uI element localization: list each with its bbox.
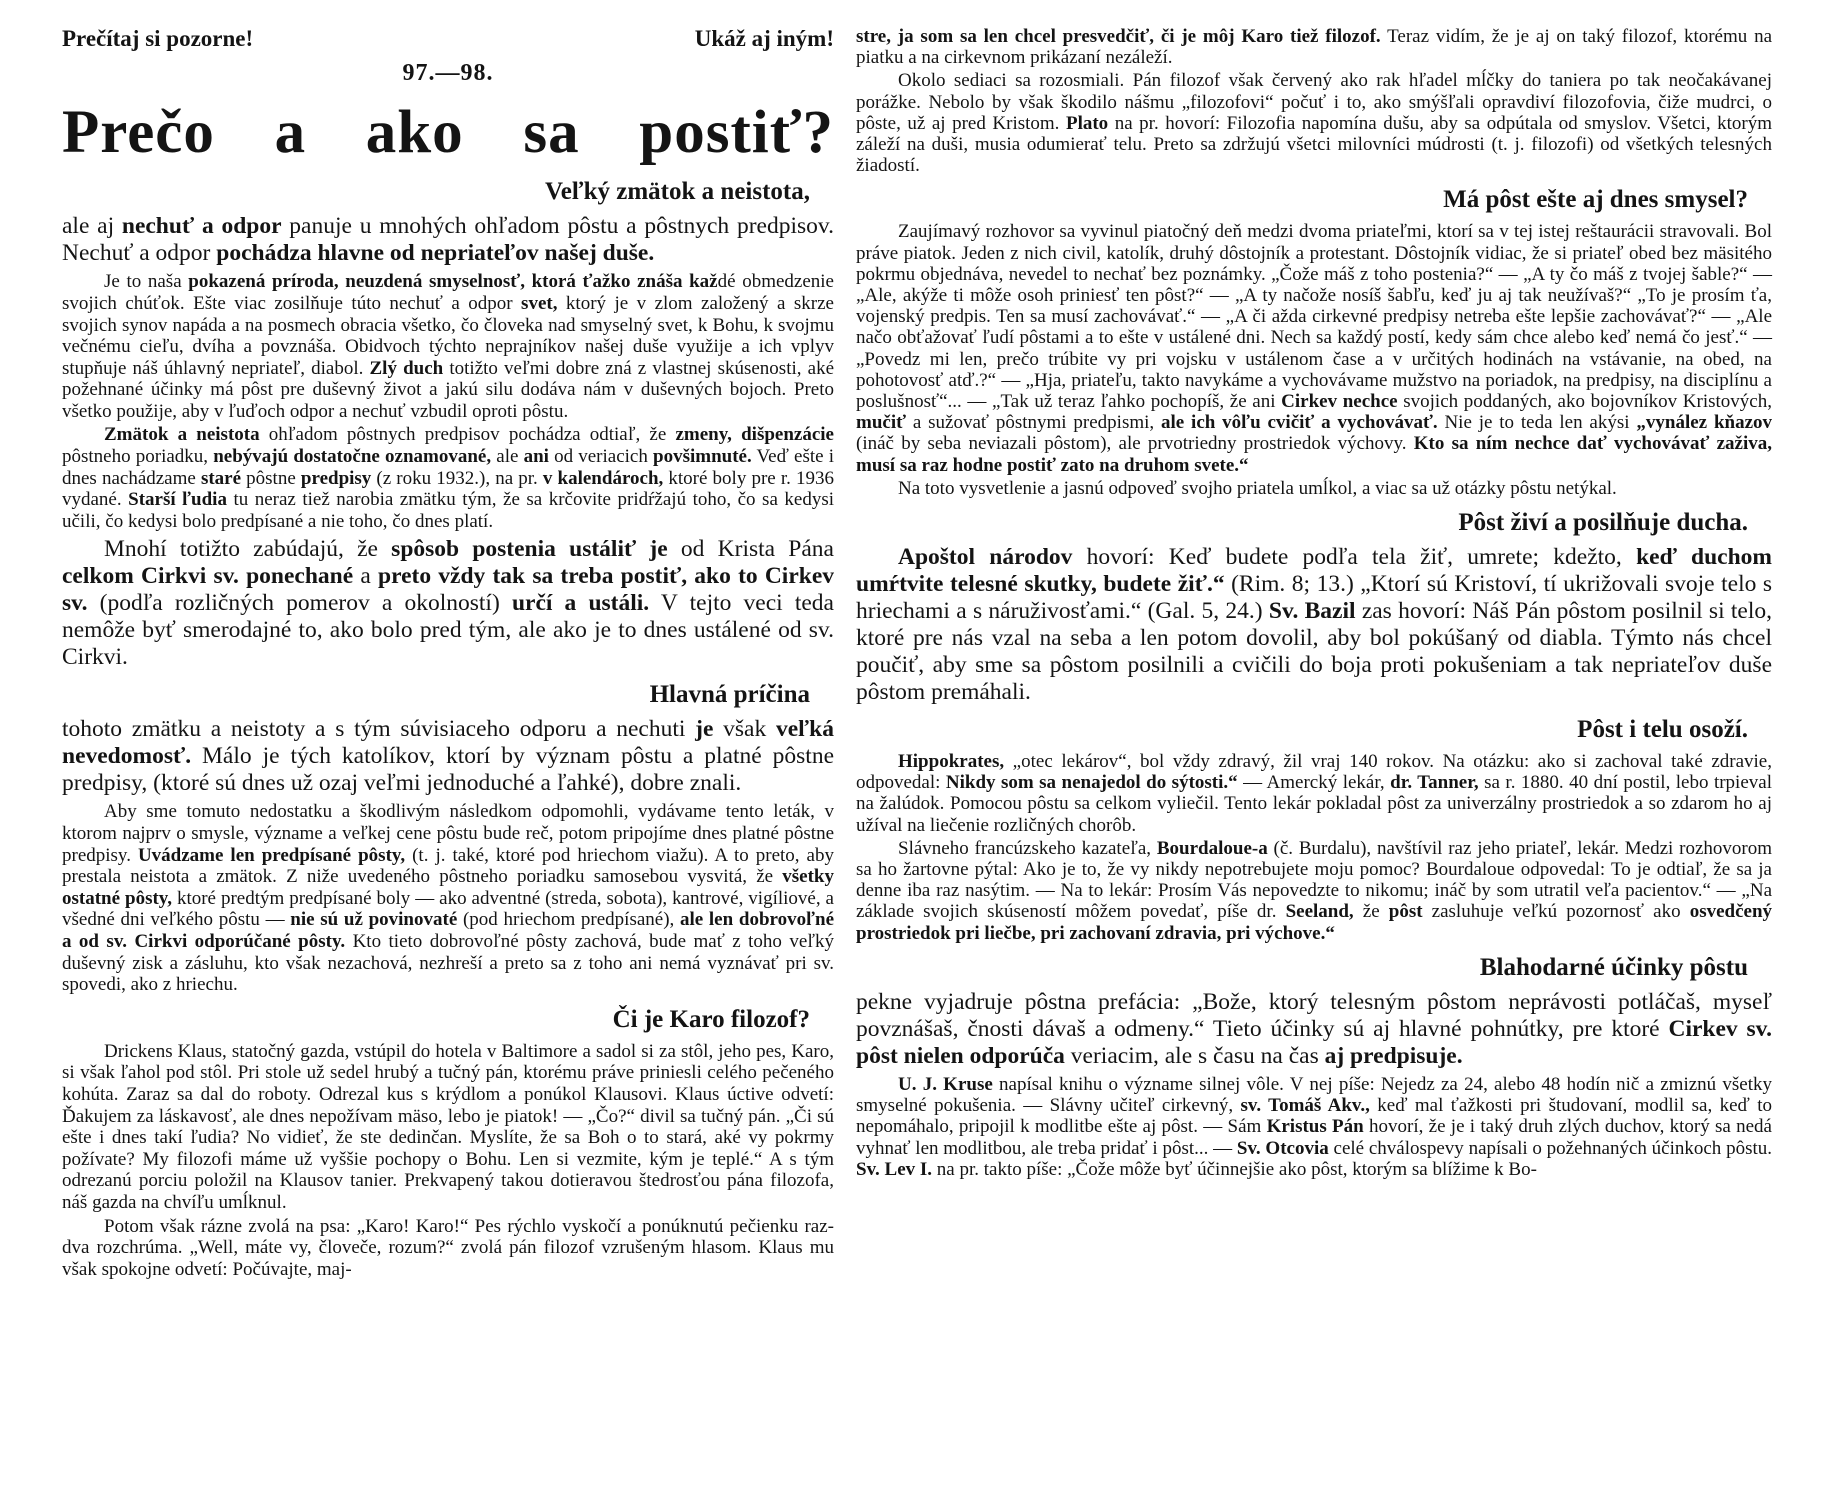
page-title: Prečo a ako sa postiť? (62, 99, 834, 166)
section-heading: Veľký zmätok a neistota, (545, 178, 810, 206)
paragraph: Zmätok a neistota ohľadom pôstnych predpisov pochádza odtiaľ, že zmeny, dišpenzácie pôstneho poriadku, nebývajú dostatočne oznamované, ale ani od veriacich povšimnuté. Veď ešte i dnes nachádzame staré pôstne predpisy (z roku 1932.), na pr. v kalendároch, ktoré boly pre r. 1936 vydané. Starší ľudia tu neraz tiež narobia zmätku tým, že sa krčovite pridŕžajú toho, čo sa kedysi učili, čo kedysi bolo predpísané a nie toho, čo dnes platí. (62, 424, 834, 532)
paragraph: Hippokrates, „otec lekárov“, bol vždy zdravý, žil vraj 140 rokov. Na otázku: ako si zachoval také zdravie, odpovedal: Nikdy som sa nenajedol do sýtosti.“ — Amercký lekár, dr. Tanner, sa r. 1880. 40 dní postil, lebo trpieval na žalúdok. Pomocou pôstu sa celkom vyliečil. Tento lekár pokladal pôst za univerzálny prostriedok a so zdarom ho aj užíval na liečenie rozličných chorôb. (856, 751, 1772, 836)
section-heading: Pôst i telu osoží. (1577, 716, 1748, 744)
paragraph: Aby sme tomuto nedostatku a škodlivým následkom odpomohli, vydávame tento leták, v ktorom najprv o smysle, význame a veľkej cene pôstu bude reč, potom pripojíme dnes platné pôstne predpisy. Uvádzame len predpísané pôsty, (t. j. také, ktoré pod hriechom viažu). A to preto, aby prestala neistota a zmätok. Z niže uvedeného pôstneho poriadku samosebou vysvitá, že všetky ostatné pôsty, ktoré predtým predpísané boly — ako adventné (streda, sobota), kantrové, vigíliové, a všedné dni veľkého pôstu — nie sú už povinovaté (pod hriechom predpísané), ale len dobrovoľné a od sv. Cirkvi odporúčané pôsty. Kto tieto dobrovoľné pôsty zachová, bude mať z toho veľký duševný zisk a zásluhu, kto však nezachová, nezhreší a preto sa z toho ani nemá vyznávať pri sv. spovedi, ako z hriechu. (62, 801, 835, 996)
section-heading: Pôst živí a posilňuje ducha. (1458, 509, 1748, 537)
paragraph: stre, ja som sa len chcel presvedčiť, či je môj Karo tiež filozof. Teraz vidím, že je aj on taký filozof, ktorému na piatku a na cirkevnom prikázaní nezáleží. (856, 26, 1772, 69)
paragraph: ale aj nechuť a odpor panuje u mnohých ohľadom pôstu a pôstnych predpisov. Nechuť a odpor pochádza hlavne od nepriateľov našej duše. (62, 213, 834, 267)
right-column-blocks (856, 26, 1772, 1180)
section-heading: Hlavná príčina (649, 681, 810, 709)
masthead-note-right: Ukáž aj iným! (694, 26, 834, 51)
section-heading: Má pôst ešte aj dnes smysel? (1443, 186, 1748, 214)
paragraph: U. J. Kruse napísal knihu o význame silnej vôle. V nej píše: Nejedz za 24, alebo 48 hodín nič a zmiznú všetky smyselné pokušenia. — Slávny učiteľ cirkevný, sv. Tomáš Akv., keď mal ťažkosti pri študovaní, modlil sa, keď to nepomáhalo, pripojil k modlitbe ešte aj pôst. — Sám Kristus Pán hovorí, že je i taký druh zlých duchov, ktorý sa nedá vyhnať len modlitbou, ale treba pridať i pôst... — Sv. Otcovia celé chválospevy napísali o požehnaných účinkoch pôstu. Sv. Lev I. na pr. takto píše: „Čože môže byť účinnejšie ako pôst, ktorým sa blížime k Bo- (856, 1073, 1772, 1180)
left-column (62, 26, 834, 1282)
paragraph: Slávneho francúzskeho kazateľa, Bourdaloue-a (č. Burdalu), navštívil raz jeho priateľ, lekár. Medzi rozhovorom sa ho žartovne pýtal: Ako je to, že vy nikdy nepotrebujete moju pomoc? Bourdaloue odpovedal: To je odtiaľ, že sa ja denne iba raz nasýtim. — Na to lekár: Prosím Vás nepovedzte to nikomu; ináč by som utratil veľa pacientov.“ — „Na základe svojich skúseností môžem povedať, píše dr. Seeland, že pôst zasluhuje veľkú pozornosť ako osvedčený prostriedok pri liečbe, pri zachovaní zdravia, pri výchove.“ (856, 837, 1773, 944)
paragraph: tohoto zmätku a neistoty a s tým súvisiaceho odporu a nechuti je však veľká nevedomosť. Málo je tých katolíkov, ktorí by význam pôstu a platné pôstne predpisy, (ktoré sú dnes už ozaj veľmi jednoduché a ľahké), dobre znali. (62, 716, 834, 797)
paragraph: Okolo sediaci sa rozosmiali. Pán filozof však červený ako rak hľadel mĺčky do taniera po tak neočakávanej porážke. Nebolo by však škodilo nášmu „filozofovi“ počuť i to, ako smýšľali opravdiví filozofovia, čiže mudrci, o pôste, už aj pred Kristom. Plato na pr. hovorí: Filozofia napomína dušu, aby sa odpútala od smyslov. Všetci, ktorým záleží na duši, musia odumierať telu. Preto sa zdržujú všetci milovníci múdrosti (t. j. filozofi) od všetkých telesných žiadostí. (856, 70, 1773, 177)
paragraph: Je to naša pokazená príroda, neuzdená smyselnosť, ktorá ťažko znáša každé obmedzenie svojich chúťok. Ešte viac zosilňuje túto nechuť a odpor svet, ktorý je v zlom založený a skrze svojich synov napáda a na posmech obracia všetko, čo človeka nad smyselný svet, k Bohu, k svojmu večnému cieľu, dvíha a povznáša. Obidvoch týchto neprajníkov našej duše využije a ich vplyv stupňuje náš úhlavný nepriateľ, diabol. Zlý duch totižto veľmi dobre zná z vlastnej skúsenosti, aké požehnané účinky má pôst pre duševný život a jakú silu dodáva nám v duševných bojoch. Preto všetko použije, aby v ľuďoch odpor a nechuť vzbudil oproti pôstu. (62, 271, 835, 422)
masthead-note-left: Prečítaj si pozorne! (62, 26, 254, 51)
section-heading: Blahodarné účinky pôstu (1479, 953, 1748, 981)
paragraph: Apoštol národov hovorí: Keď budete podľa tela žiť, umrete; kdežto, keď duchom umŕtvite telesné skutky, budete žiť.“ (Rim. 8; 13.) „Ktorí sú Kristoví, tí ukrižovali svoje telo s hriechami a s náruživosťami.“ (Gal. 5, 24.) Sv. Bazil zas hovorí: Náš Pán pôstom posilnil si telo, ktoré pre nás vzal na seba a len potom dovolil, aby bol pokúšaný od diabla. Týmto nás chcel poučiť, aby sme sa pôstom posilnili a cvičili do boja proti pokušeniam a tak nepriateľov duše pôstom premáhali. (856, 544, 1773, 706)
paragraph: Zaujímavý rozhovor sa vyvinul piatočný deň medzi dvoma priateľmi, ktorí sa v tej istej reštaurácii stravovali. Bol práve piatok. Jeden z nich civil, katolík, druhý dôstojník a protestant. Dôstojník vidiac, že si priateľ obed bez mäsitého pokrmu objednáva, nevedel to nechať bez poznámky. „Čože máš z toho postenia?“ — „A ty čo máš z tvojej šable?“ — „Ale, akýže ti môže osoh priniesť ten pôst?“ — „A ty načože nosíš šabľu, keď ju aj tak neužívaš?“ „To je prosím ťa, vojenský predpis. Ten sa musí zachovávať.“ — „A či ažda cirkevné predpisy netreba ešte lepšie zachovávať?“ — „Ale načo obťažovať ľudí pôstami a to ešte v ustálené dni. Nech sa každý postí, kedy sám chce alebo keď nemá čo jesť.“ — „Povedz mi len, prečo trúbite vy pri vojsku v ustálenom čase a v určitých hodinách na vstávanie, na obed, na pohotovosť atď.?“ — „Hja, priateľu, takto navykáme a vychovávame mužstvo na poriadok, na predpisy, na disciplínu a poslušnosť“... — „Tak už teraz ľahko pochopíš, že ani Cirkev nechce svojich poddaných, ako bojovníkov Kristových, mučiť a sužovať pôstnymi predpismi, ale ich vôľu cvičiť a vychovávať. Nie je to teda len akýsi „vynález kňazov (ináč by seba neviazali pôstom), ale prvotriedny prostriedok výchovy. Kto sa ním nechce dať vychovávať zaživa, musí sa raz hodne postiť zato na druhom svete.“ (856, 221, 1773, 476)
section-heading: Či je Karo filozof? (612, 1005, 810, 1033)
issue-number: 97.—98. (402, 60, 494, 86)
paragraph: Mnohí totižto zabúdajú, že spôsob postenia ustáliť je od Krista Pána celkom Cirkvi sv. ponechané a preto vždy tak sa treba postiť, ako to Cirkev sv. (podľa rozličných pomerov a okolností) určí a ustáli. V tejto veci teda nemôže byť smerodajné to, ako bolo pred tým, ale ako je to dnes ustálené od sv. Cirkvi. (62, 536, 835, 671)
masthead (62, 26, 834, 52)
paragraph: Na toto vysvetlenie a jasnú odpoveď svojho priatela umĺkol, a viac sa už otázky pôstu netýkal. (898, 477, 1617, 499)
paragraph: Potom však rázne zvolá na psa: „Karo! Karo!“ Pes rýchlo vyskočí a ponúknutú pečienku raz-dva rozchrúma. „Well, máte vy, človeče, rozum?“ zvolá pán filozof vzrušeným hlasom. Klaus mu však spokojne odvetí: Počúvajte, maj- (62, 1215, 834, 1280)
paragraph: Drickens Klaus, statočný gazda, vstúpil do hotela v Baltimore a sadol si za stôl, jeho pes, Karo, si však ľahol pod stôl. Pri stole už sedel hrubý a tučný pán, ktorému práve priniesli celého pečeného kohúta. Zaraz sa dal do roboty. Odrezal kus s krýdlom a ponúkol Klausovi. Klaus úctive odvetí: Ďakujem za láskavosť, ale dnes nepožívam mäso, lebo je piatok! — „Čo?“ divil sa tučný pán. „Či sú ešte i dnes takí ľudia? No vidieť, že ste dedinčan. Myslíte, že sa Boh o to stará, aké vy pokrmy požívate? My filozofi máme už vyššie pochopy o Bohu. Len si vezmite, kým je teplé.“ A s tým odrezanú porciu položil na Klausov tanier. Prekvapený takou dotieravou štedrosťou pána filozofa, náš gazda na chvíľu umĺknul. (62, 1040, 834, 1213)
left-column-blocks (62, 177, 834, 1280)
right-column (856, 26, 1772, 1182)
paragraph: pekne vyjadruje pôstna prefácia: „Bože, ktorý telesným pôstom neprávosti potláčaš, myseľ povznášaš, čnosti dávaš a odmeny.“ Tieto účinky sú aj hlavné pohnútky, pre ktoré Cirkev sv. pôst nielen odporúča veriacim, ale s času na čas aj predpisuje. (856, 988, 1773, 1069)
